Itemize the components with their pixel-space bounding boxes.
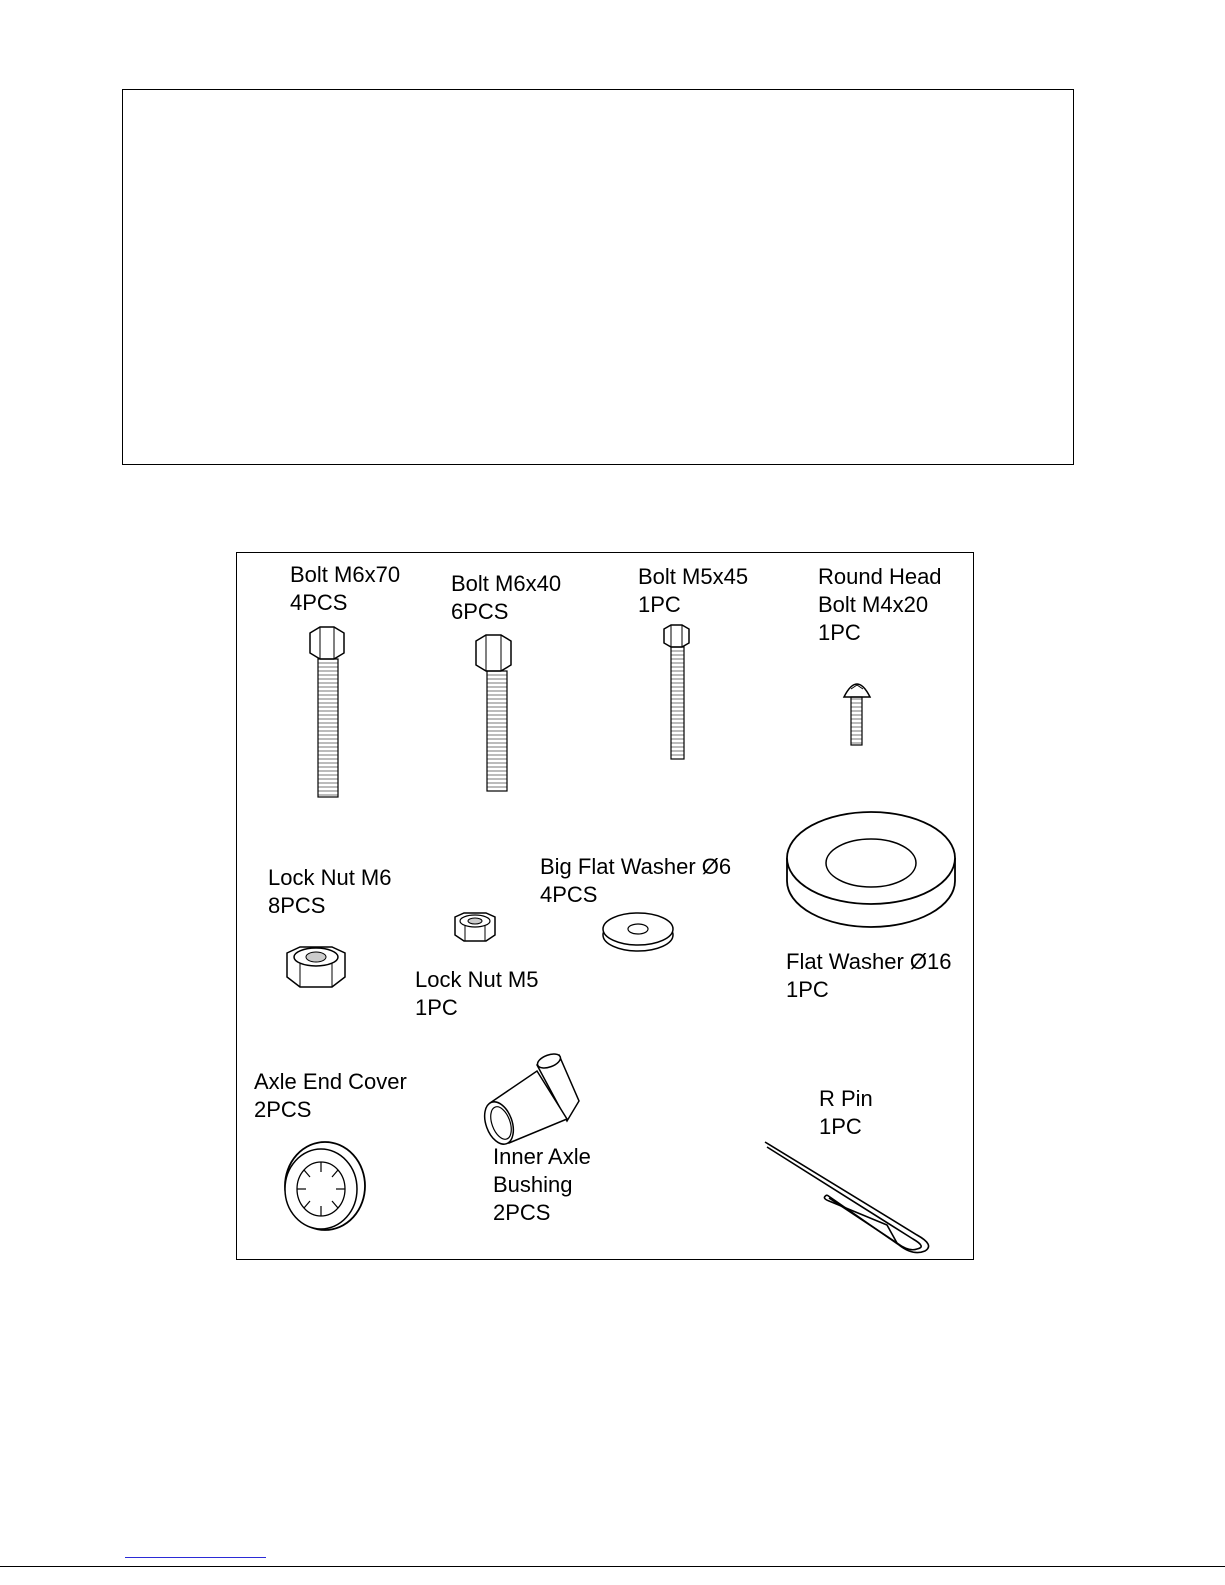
r-pin-icon bbox=[765, 1142, 929, 1253]
part-label-bolt-m6x40: Bolt M6x40 6PCS bbox=[451, 571, 562, 624]
bolt-m5x45-icon bbox=[664, 625, 689, 759]
axle-end-cover-icon bbox=[285, 1142, 365, 1230]
part-label-bolt-m6x70: Bolt M6x70 4PCS bbox=[290, 562, 401, 615]
footer-rule bbox=[0, 1566, 1225, 1567]
part-label-flat-washer: Flat Washer Ø16 1PC bbox=[786, 949, 952, 1002]
part-label-bolt-m5x45: Bolt M5x45 1PC bbox=[638, 564, 749, 617]
flat-washer-icon bbox=[787, 812, 955, 927]
part-label-lock-nut-m5: Lock Nut M5 1PC bbox=[415, 967, 539, 1020]
big-flat-washer-icon bbox=[603, 913, 673, 951]
footer-link-underline bbox=[125, 1557, 266, 1558]
part-label-r-pin: R Pin 1PC bbox=[819, 1086, 873, 1139]
part-label-inner-axle-bushing: Inner Axle Bushing 2PCS bbox=[493, 1144, 591, 1225]
bolt-m6x40-icon bbox=[476, 635, 511, 791]
bolt-m6x70-icon bbox=[310, 627, 344, 797]
lock-nut-m5-icon bbox=[455, 913, 495, 941]
part-label-big-flat-washer: Big Flat Washer Ø6 4PCS bbox=[540, 854, 732, 907]
lock-nut-m6-icon bbox=[287, 947, 345, 987]
part-label-round-head-bolt: Round Head Bolt M4x20 1PC bbox=[818, 564, 942, 645]
round-head-bolt-icon bbox=[844, 684, 870, 745]
inner-axle-bushing-icon bbox=[479, 1051, 579, 1148]
part-label-axle-end-cover: Axle End Cover 2PCS bbox=[254, 1069, 407, 1122]
part-label-lock-nut-m6: Lock Nut M6 8PCS bbox=[268, 865, 392, 918]
empty-frame bbox=[122, 89, 1074, 465]
